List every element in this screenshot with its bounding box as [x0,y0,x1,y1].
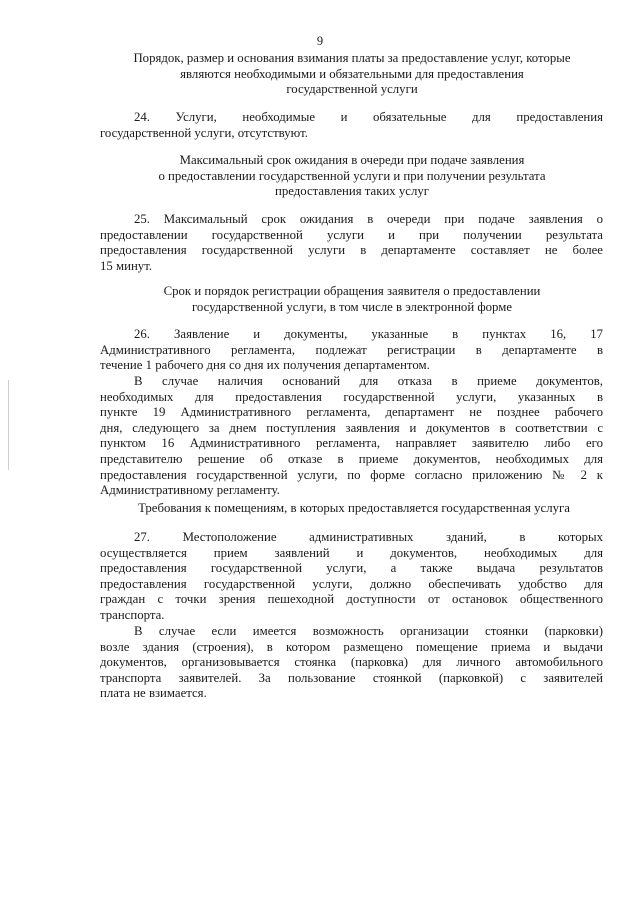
heading-line: Максимальный срок ожидания в очереди при подаче заявления [179,153,525,167]
paragraph-27 [100,530,603,624]
paragraph-line: документов, организовывается стоянка (парковка) для личного автомобильного [100,655,603,670]
paragraph-line: транспорта. [100,607,165,622]
paragraph-line: 26. Заявление и документы, указанные в пунктах 16, 17 [134,327,603,341]
paragraph-line: течение 1 рабочего дня со дня их получения департаментом. [100,358,430,373]
section-heading-registration [98,284,606,315]
paragraph-line: государственной услуги, отсутствуют. [100,125,308,140]
paragraph-line: предоставления государственной услуги, а также выдача результатов [100,561,603,576]
scan-margin-mark [8,380,9,470]
paragraph-27-parking [100,624,603,702]
heading-line: государственной услуги [286,82,418,97]
paragraph-line: необходимых для предоставления государственной услуги, указанных в [100,389,603,404]
paragraph-line: 27. Местоположение административных зданий, в которых [134,530,603,544]
heading-line: о предоставлении государственной услуги и при получении результата [158,168,546,183]
paragraph-line: предоставления государственной услуги, по форме согласно приложению № 2 к [100,467,603,482]
heading-line: Срок и порядок регистрации обращения заявителя о предоставлении [163,284,541,298]
paragraph-line: 25. Максимальный срок ожидания в очереди при подаче заявления о [134,212,603,226]
page-number: 9 [316,34,324,48]
paragraph-line: предоставления государственной услуги в департаменте составляет не более [100,243,603,258]
paragraph-line: граждан с точки зрения пешеходной доступности от остановок общественного [100,592,603,607]
paragraph-26 [100,327,603,374]
paragraph-25 [100,212,603,274]
paragraph-line: В случае наличия оснований для отказа в приеме документов, [134,374,603,388]
paragraph-line: представителю решение об отказе в приеме документов, необходимых для [100,451,603,466]
paragraph-24 [100,110,603,141]
paragraph-line: Административного регламента, подлежат регистрации в департаменте в [100,342,603,357]
heading-line: предоставления таких услуг [274,184,430,199]
paragraph-line: пунктом 16 Административного регламента, направляет заявителю либо его [100,436,603,451]
section-heading-queue [98,153,606,200]
heading-line: государственной услуги, в том числе в электронной форме [191,299,513,314]
paragraph-line: плата не взимается. [100,686,207,701]
paragraph-line: возле здания (строения), в котором размещено помещение приема и выдачи [100,639,603,654]
section-heading-premises [92,501,616,517]
paragraph-line: дня, следующего за днем поступления заявления и документов в соответствии с [100,420,603,435]
paragraph-line: транспорта заявителей. За пользование стоянкой (парковкой) с заявителей [100,670,603,685]
section-heading-fees [98,51,606,98]
heading-line: Требования к помещениям, в которых предоставляется государственная услуга [138,501,570,515]
paragraph-line: осуществляется прием заявлений и документов, необходимых для [100,545,603,560]
paragraph-line: пункте 19 Административного регламента, департамент не позднее рабочего [100,405,603,420]
heading-line: Порядок, размер и основания взимания платы за предоставление услуг, которые [133,51,571,65]
paragraph-line: Административному регламенту. [100,483,280,498]
paragraph-line: 24. Услуги, необходимые и обязательные для предоставления [134,110,603,124]
paragraph-line: В случае если имеется возможность организации стоянки (парковки) [134,624,603,638]
heading-line: являются необходимыми и обязательными для предоставления [180,66,524,81]
paragraph-line: предоставлении государственной услуги и при получении результата [100,227,603,242]
paragraph-line: 15 минут. [100,258,153,273]
paragraph-line: предоставления государственной услуги, должно обеспечивать удобство для [100,576,603,591]
paragraph-26-refusal [100,374,603,499]
